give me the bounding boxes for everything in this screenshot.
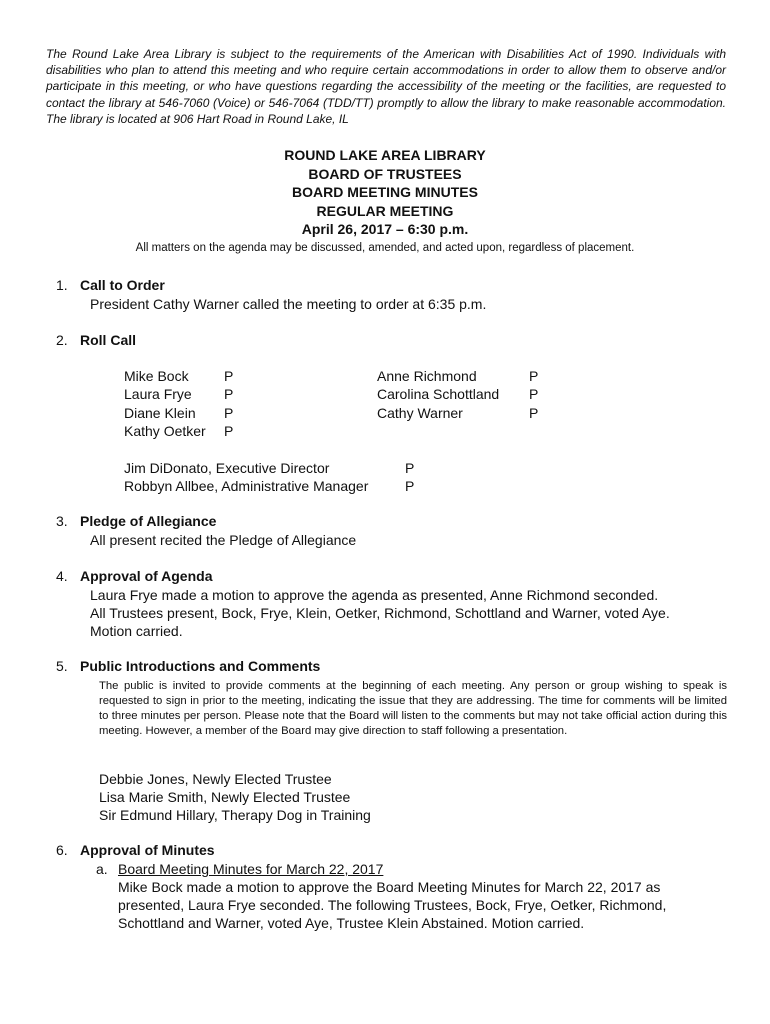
section-4-line: Motion carried. — [90, 623, 183, 639]
roll-row — [377, 404, 538, 422]
roll-row — [124, 367, 233, 385]
section-3-text: All present recited the Pledge of Allegiance — [90, 532, 357, 548]
section-4-heading — [56, 568, 213, 584]
roll-row — [377, 385, 538, 403]
section-6-title: Approval of Minutes — [80, 842, 215, 858]
section-4-line: Laura Frye made a motion to approve the agenda as presented, Anne Richmond seconded. — [90, 587, 659, 603]
roll-name: Mike Bock — [124, 368, 189, 384]
header-line-date: April 26, 2017 – 6:30 p.m. — [301, 221, 469, 237]
staff-row — [124, 459, 414, 477]
section-2-heading — [56, 332, 136, 348]
roll-status: P — [529, 386, 539, 403]
roll-name: Cathy Warner — [377, 404, 463, 421]
section-5-title: Public Introductions and Comments — [80, 658, 321, 674]
section-5-number: 5. — [56, 658, 68, 674]
header-line-regular: REGULAR MEETING — [316, 202, 454, 219]
roll-status: P — [224, 386, 234, 403]
roll-call-right — [377, 367, 538, 422]
roll-row — [377, 367, 538, 385]
roll-row — [124, 385, 233, 403]
header-line-board: BOARD OF TRUSTEES — [308, 165, 462, 182]
staff-status: P — [405, 478, 415, 495]
introduction-item: Sir Edmund Hillary, Therapy Dog in Training — [99, 807, 371, 823]
section-4-title: Approval of Agenda — [80, 568, 213, 584]
introductions-list — [99, 770, 749, 824]
roll-call-left — [124, 367, 233, 440]
document-header — [0, 146, 770, 239]
section-3-heading — [56, 513, 216, 529]
section-1-number: 1. — [56, 277, 68, 293]
staff-roll — [124, 459, 414, 496]
roll-name: Diane Klein — [124, 404, 196, 421]
section-4-line: All Trustees present, Bock, Frye, Klein, Oetker, Richmond, Schottland and Warner, voted Aye. — [90, 605, 670, 621]
header-line-minutes: BOARD MEETING MINUTES — [292, 184, 478, 200]
subitem-title: Board Meeting Minutes for March 22, 2017 — [118, 861, 384, 877]
staff-name: Jim DiDonato, Executive Director — [124, 460, 330, 476]
staff-status: P — [405, 460, 415, 476]
staff-name: Robbyn Allbee, Administrative Manager — [124, 478, 369, 495]
introduction-item: Lisa Marie Smith, Newly Elected Trustee — [99, 789, 351, 805]
section-1-text: President Cathy Warner called the meeting to order at 6:35 p.m. — [90, 296, 487, 312]
roll-name: Anne Richmond — [377, 368, 477, 384]
public-comment-policy: The public is invited to provide comments at the beginning of each meeting. Any person or group wishing to speak is requested to sign in prior to the meeting, indicating the issue that they are addressing. The time for comments will be limited to three minutes per person. Please note that the Board will listen to the comments but may not take official action during this meeting. However, a member of the Board may give direction to staff following a presentation. — [99, 680, 727, 737]
section-3-number: 3. — [56, 513, 68, 529]
section-3-title: Pledge of Allegiance — [80, 513, 217, 529]
section-1-title: Call to Order — [80, 277, 165, 293]
section-6-number: 6. — [56, 842, 68, 858]
section-6-line: Schottland and Warner, voted Aye, Trustee Klein Abstained. Motion carried. — [118, 915, 585, 931]
subitem-label: a. — [96, 861, 108, 877]
section-4-number: 4. — [56, 568, 68, 584]
roll-row — [124, 422, 233, 440]
section-2-title: Roll Call — [80, 332, 137, 348]
section-6-subitem-heading — [96, 860, 746, 878]
roll-status: P — [224, 422, 234, 439]
section-6-body — [118, 878, 738, 932]
section-6-line: presented, Laura Frye seconded. The following Trustees, Bock, Frye, Oetker, Richmond, — [118, 897, 667, 913]
roll-name: Kathy Oetker — [124, 422, 206, 439]
roll-status: P — [529, 368, 539, 384]
section-1-heading — [56, 277, 165, 293]
roll-name: Laura Frye — [124, 386, 192, 403]
section-6-heading — [56, 842, 215, 858]
introduction-item: Debbie Jones, Newly Elected Trustee — [99, 771, 332, 787]
roll-name: Carolina Schottland — [377, 386, 500, 403]
section-6-line: Mike Bock made a motion to approve the Board Meeting Minutes for March 22, 2017 as — [118, 879, 661, 895]
roll-status: P — [529, 404, 539, 421]
section-4-body — [90, 586, 740, 640]
roll-row — [124, 404, 233, 422]
section-5-heading — [56, 658, 320, 674]
roll-status: P — [224, 404, 234, 421]
ada-notice: The Round Lake Area Library is subject to the requirements of the American with Disabilities Act of 1990. Individuals with disabilities who plan to attend this meeting and who require certain accommodations in order to allow them to observe and/or participate in this meeting, or who have questions regarding the accessibility of the meeting or the facilities, are requested to contact the library at 546-7060 (Voice) or 546-7064 (TDD/TT) promptly to allow the library to make reasonable accommodation. The library is located at 906 Hart Road in Round Lake, IL — [46, 47, 726, 126]
header-line-library: ROUND LAKE AREA LIBRARY — [284, 147, 486, 163]
section-2-number: 2. — [56, 332, 68, 348]
agenda-note: All matters on the agenda may be discussed, amended, and acted upon, regardless of placement. — [135, 242, 635, 254]
roll-status: P — [224, 368, 234, 384]
staff-row — [124, 477, 414, 495]
